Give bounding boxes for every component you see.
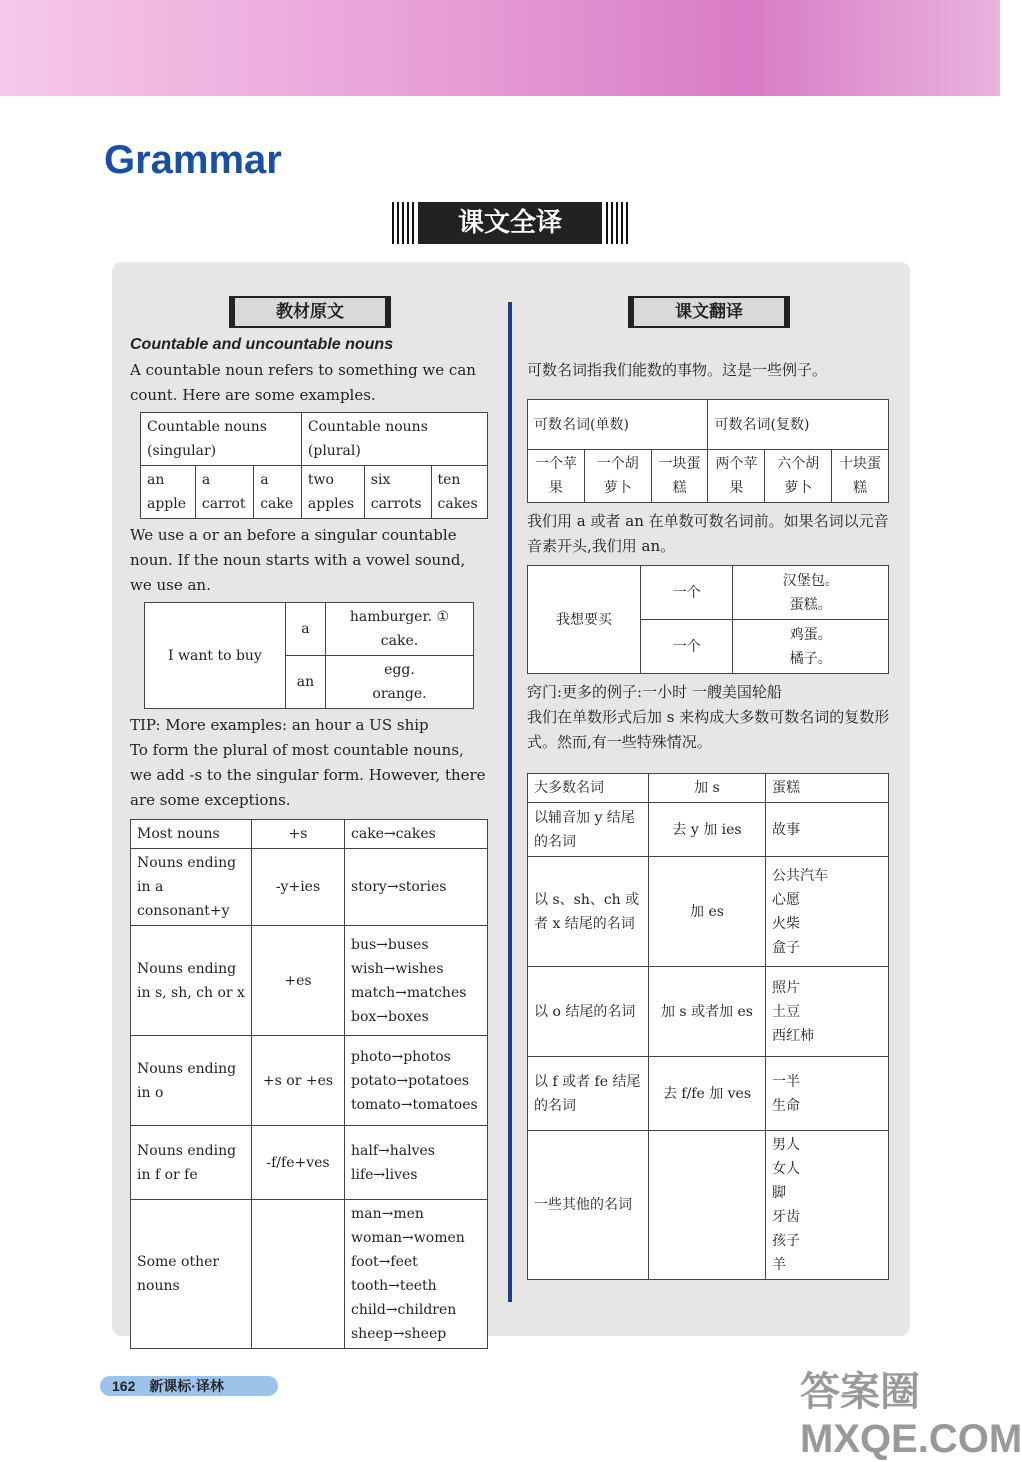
rule-type: Nouns ending in s, sh, ch or x [131, 926, 252, 1036]
rule-examples [766, 967, 889, 1057]
rule-change: -y+ies [252, 849, 345, 926]
table-cell: ten cakes [431, 466, 488, 519]
table-cell: 六个胡萝卜 [765, 450, 832, 503]
translation-subhead: 课文翻译 [628, 296, 790, 328]
column-divider [508, 302, 512, 1302]
table-cell: I want to buy [145, 603, 286, 709]
table-cell [325, 603, 473, 656]
rule-type: Some other nouns [131, 1200, 252, 1349]
example-item: man→men [351, 1206, 424, 1222]
rule-change [252, 1200, 345, 1349]
rule-change: -f/fe+ves [252, 1126, 345, 1200]
example-item: 照片 [772, 979, 800, 996]
plural-rules-table-cn [527, 773, 889, 1280]
rule-type: 一些其他的名词 [528, 1131, 649, 1280]
rule-type: 以 f 或者 fe 结尾的名词 [528, 1057, 649, 1131]
rule-change: +s [252, 820, 345, 849]
example-item: 孩子 [772, 1233, 800, 1249]
example-item: box→boxes [351, 1008, 429, 1025]
tip-line: TIP: More examples: an hour a US ship [130, 716, 429, 734]
example-item: 羊 [772, 1257, 786, 1273]
example-item: match→matches [351, 984, 467, 1001]
rule-change: +es [252, 926, 345, 1036]
table-cell [325, 656, 473, 709]
table-item: 蛋糕。 [789, 596, 832, 613]
rule-examples [766, 1131, 889, 1280]
table-cell: 两个苹果 [708, 450, 765, 503]
rule-type: 以 o 结尾的名词 [528, 967, 649, 1057]
rule-change: 加 es [649, 857, 766, 967]
article-paragraph: We use a or an before a singular countable noun. If the noun starts with a vowel sound, we use an. [130, 526, 466, 594]
example-item: foot→feet [351, 1254, 418, 1270]
rule-examples [345, 926, 488, 1036]
page-number: 162 [112, 1378, 136, 1394]
table-cell: six carrots [364, 466, 431, 519]
table-cell: a cake [254, 466, 302, 519]
original-text-subhead: 教材原文 [229, 296, 391, 328]
rule-example: 故事 [766, 803, 889, 857]
example-item: life→lives [351, 1166, 418, 1183]
countable-table-cn [527, 399, 889, 503]
table-cell [733, 566, 889, 620]
rule-change: 去 f/fe 加 ves [649, 1057, 766, 1131]
series-name: 新课标·译林 [149, 1378, 224, 1394]
example-item: potato→potatoes [351, 1072, 470, 1089]
example-item: 盒子 [772, 939, 800, 956]
example-item: 牙齿 [772, 1209, 800, 1225]
rule-examples [345, 1036, 488, 1126]
tip-line-cn: 窍门:更多的例子:一小时 一艘美国轮船 [527, 683, 782, 701]
table-cell: a [285, 603, 325, 656]
table-header: Countable nouns (singular) [141, 413, 302, 466]
countable-table [140, 412, 488, 519]
page-footer [100, 1376, 278, 1396]
article-paragraph-cn: 我们用 a 或者 an 在单数可数名词前。如果名词以元音音素开头,我们用 an。 [527, 512, 889, 555]
example-item: 心愿 [772, 891, 800, 908]
article-table-cn [527, 565, 889, 674]
section-header-text: 课文全译 [418, 202, 602, 244]
table-cell: 一个苹果 [528, 450, 585, 503]
example-item: 女人 [772, 1161, 800, 1177]
header-band [0, 0, 1000, 96]
table-item: 橘子。 [789, 650, 832, 667]
table-item: egg. [384, 662, 415, 678]
example-item: half→halves [351, 1142, 435, 1159]
table-header: 可数名词(复数) [708, 400, 889, 450]
example-item: child→children [351, 1302, 457, 1318]
watermark [800, 1360, 1022, 1462]
watermark-text: 答案圈 MXQE.COM [800, 1370, 1022, 1461]
rule-examples [766, 1057, 889, 1131]
example-item: photo→photos [351, 1048, 451, 1065]
table-cell: 我想要买 [528, 566, 641, 674]
translation-column [527, 296, 891, 1280]
table-item: 汉堡包。 [782, 572, 839, 589]
example-item: wish→wishes [351, 960, 444, 977]
example-item: 土豆 [772, 1003, 800, 1020]
article-table [144, 602, 474, 709]
table-header: 可数名词(单数) [528, 400, 708, 450]
rule-example: 蛋糕 [766, 774, 889, 803]
example-item: woman→women [351, 1230, 465, 1246]
example-item: sheep→sheep [351, 1326, 447, 1342]
rule-example: story→stories [345, 849, 488, 926]
intro-paragraph-cn: 可数名词指我们能数的事物。这是一些例子。 [527, 361, 828, 379]
rule-change: 去 y 加 ies [649, 803, 766, 857]
rule-examples [345, 1200, 488, 1349]
example-item: 西红柿 [772, 1027, 814, 1044]
rule-examples [766, 857, 889, 967]
rule-type: 以 s、sh、ch 或者 x 结尾的名词 [528, 857, 649, 967]
example-item: 火柴 [772, 915, 800, 932]
rule-change: 加 s [649, 774, 766, 803]
table-cell: 一个 [641, 620, 733, 674]
plural-paragraph-cn: 我们在单数形式后加 s 来构成大多数可数名词的复数形式。然而,有一些特殊情况。 [527, 708, 890, 751]
page-title: Grammar [104, 138, 282, 182]
plural-paragraph: To form the plural of most countable nouns, we add -s to the singular form. However, there are some exceptions. [130, 741, 486, 809]
table-cell: a carrot [195, 466, 253, 519]
rule-change: +s or +es [252, 1036, 345, 1126]
intro-paragraph: A countable noun refers to something we can count. Here are some examples. [130, 361, 476, 404]
header-bars-left [392, 202, 414, 244]
example-item: 脚 [772, 1185, 786, 1201]
section-header [392, 202, 628, 244]
table-cell: 一块蛋糕 [651, 450, 708, 503]
original-text-column [130, 296, 490, 1349]
rule-type: 以辅音加 y 结尾的名词 [528, 803, 649, 857]
table-cell: two apples [301, 466, 364, 519]
example-item: 一半 [772, 1073, 800, 1090]
rule-change: 加 s 或者加 es [649, 967, 766, 1057]
table-cell: an [285, 656, 325, 709]
table-item: cake. [380, 633, 419, 649]
rule-type: Nouns ending in a consonant+y [131, 849, 252, 926]
example-item: tooth→teeth [351, 1278, 437, 1294]
example-item: bus→buses [351, 936, 429, 953]
table-cell: 十块蛋糕 [832, 450, 889, 503]
rule-example: cake→cakes [345, 820, 488, 849]
example-item: 男人 [772, 1137, 800, 1153]
rule-type: 大多数名词 [528, 774, 649, 803]
table-item: hamburger. ① [349, 609, 450, 625]
table-cell: 一个 [641, 566, 733, 620]
table-cell: an apple [141, 466, 196, 519]
rule-examples [345, 1126, 488, 1200]
plural-rules-table [130, 819, 488, 1349]
lesson-heading: Countable and uncountable nouns [130, 336, 394, 353]
example-item: tomato→tomatoes [351, 1096, 478, 1113]
example-item: 公共汽车 [772, 867, 828, 884]
header-bars-right [606, 202, 628, 244]
rule-type: Nouns ending in o [131, 1036, 252, 1126]
rule-type: Nouns ending in f or fe [131, 1126, 252, 1200]
table-cell [733, 620, 889, 674]
rule-change [649, 1131, 766, 1280]
table-cell: 一个胡萝卜 [584, 450, 651, 503]
table-item: 鸡蛋。 [789, 626, 832, 643]
table-header: Countable nouns (plural) [301, 413, 487, 466]
rule-type: Most nouns [131, 820, 252, 849]
table-item: orange. [372, 686, 427, 702]
example-item: 生命 [772, 1097, 800, 1114]
